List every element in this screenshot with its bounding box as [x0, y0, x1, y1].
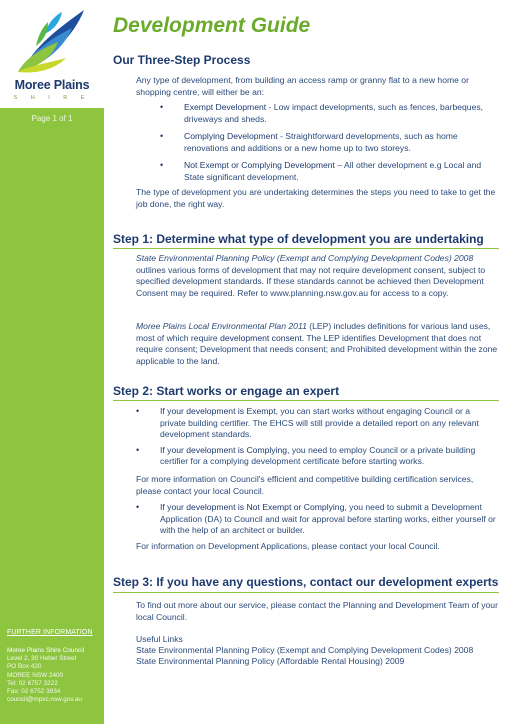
step1-paragraph-2 [136, 321, 500, 367]
useful-link-2[interactable]: State Environmental Planning Policy (Affordable Rental Housing) 2009 [136, 656, 405, 666]
step2-paragraph-mid: For more information on Council's efficient and competitive building certification services, please contact your local Council. [136, 474, 474, 496]
step1-paragraph-1 [136, 253, 500, 299]
list-item [136, 406, 498, 441]
step1-p1-text: outlines various forms of development that may not require development consent, subject to specified development standards. If these standards cannot be achieved then Development Consent may be required. Refer to www.planning.nsw.gov.au for access to a copy. [136, 264, 486, 298]
step2-list-a [136, 406, 498, 468]
development-types-list [160, 102, 498, 183]
bullet-icon: • [160, 160, 164, 170]
list-item-text: - Straightforward developments, such as home renovations and additions or a new home up to two storeys. [184, 131, 458, 153]
council-logo [0, 0, 104, 108]
useful-links-heading: Useful Links [136, 634, 183, 644]
step1-divider [113, 248, 499, 249]
leaf-logo-icon [14, 6, 90, 78]
contact-details [7, 647, 84, 704]
step1-heading: Step 1: Determine what type of development you are undertaking [113, 232, 484, 246]
section-heading-three-step: Our Three-Step Process [113, 53, 251, 67]
logo-name: Moree Plains [14, 78, 90, 92]
document-title: Development Guide [113, 14, 311, 37]
contact-address-3: MOREE NSW 2400 [7, 671, 64, 679]
intro-paragraph: Any type of development, from building an access ramp or granny flat to a new home or shopping centre, will either be an: [136, 75, 469, 97]
outro-paragraph: The type of development you are undertaking determines the steps you need to take to get the job done, the right way. [136, 187, 496, 209]
step2-heading: Step 2: Start works or engage an expert [113, 384, 340, 398]
bullet-icon: • [136, 502, 140, 512]
useful-link-1[interactable]: State Environmental Planning Policy (Exempt and Complying Development Codes) 2008 [136, 645, 474, 655]
step3-heading: Step 3: If you have any questions, contact our development experts [113, 575, 499, 589]
list-item-text: - Low impact developments, such as fences, barbeques, driveways and sheds. [184, 102, 484, 124]
logo-shire: S H I R E [13, 95, 91, 101]
contact-council: Moree Plains Shire Council [7, 647, 85, 654]
sidebar [0, 0, 104, 724]
step1-p2-text-a: (LEP) includes definitions for various land uses, most of which require [136, 321, 491, 343]
step3-divider [113, 592, 499, 593]
list-item [160, 131, 498, 154]
step3-paragraph: To find out more about our service, please contact the Planning and Development Team of your local Council. [136, 600, 498, 622]
list-item-text: – All other development e.g Local and State significant development. [184, 160, 482, 182]
contact-address-2: PO Box 420 [7, 663, 42, 671]
list-item-text: , you can start works without engaging Council or a private building certifier. The EHCS will still provide a detailed report on any relevant development standards. [160, 406, 479, 439]
step2-list-b [136, 502, 498, 537]
step1-p2-term: development consent [220, 332, 302, 343]
list-item [136, 502, 498, 537]
contact-address-1: Level 2, 30 Heber Street [7, 655, 77, 663]
lep-title: Moree Plains Local Environmental Plan 2011 [136, 321, 307, 331]
step2-divider [113, 400, 499, 401]
page-indicator: Page 1 of 1 [31, 114, 73, 123]
list-item [136, 445, 498, 468]
further-information-heading: FURTHER INFORMATION [7, 629, 93, 636]
contact-email[interactable]: council@mpsc.nsw.gov.au [7, 696, 82, 704]
contact-tel: Tel: 02 6757 3222 [7, 679, 58, 687]
bullet-icon: • [160, 102, 164, 112]
list-item-text: , you need to submit a Development Application (DA) to Council and wait for approval before starting works, either yourself or with the help of an architect or builder. [160, 502, 496, 535]
list-item-term: If your development is Complying [160, 444, 288, 455]
bullet-icon: • [160, 131, 164, 141]
list-item-text: , you need to employ Council or a private building certifier for a complying development certificate before starting works. [160, 444, 476, 466]
list-item [160, 160, 498, 183]
policy-title: State Environmental Planning Policy (Exempt and Complying Development Codes) 2008 [136, 253, 474, 263]
list-item-term: Exempt Development [184, 102, 267, 112]
bullet-icon: • [136, 406, 140, 416]
step2-paragraph-end: For information on Development Applications, please contact your local Council. [136, 541, 440, 551]
list-item-term: Complying Development [184, 131, 278, 141]
list-item [160, 102, 498, 125]
contact-fax: Fax: 02 6752 3934 [7, 688, 61, 696]
list-item-term: If your development is Not Exempt or Complying [160, 502, 345, 512]
list-item-term: If your development is Exempt [160, 406, 276, 416]
bullet-icon: • [136, 444, 140, 455]
list-item-term: Not Exempt or Complying Development [184, 160, 335, 170]
step1-p2-text-b: . The LEP identifies Development that does not require consent; Development that needs consent; and Prohibited development within the zone applicable to the land. [136, 332, 498, 366]
